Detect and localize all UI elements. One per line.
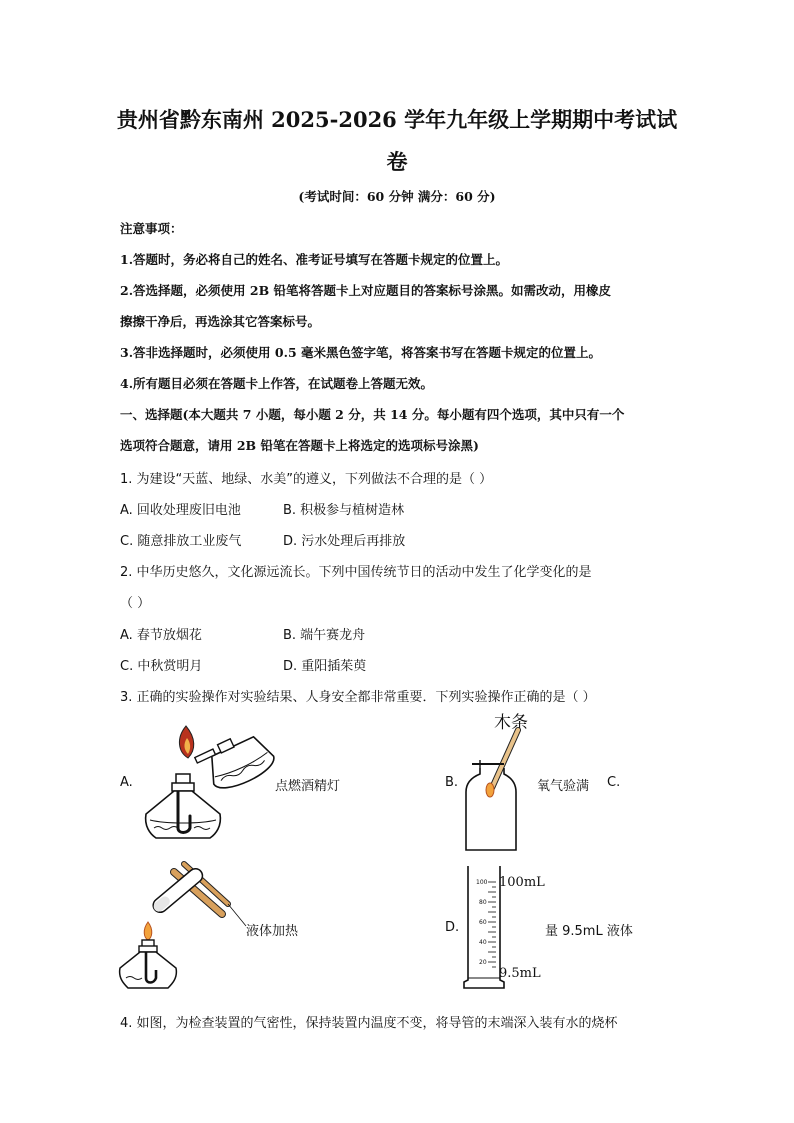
svg-text:20: 20 bbox=[479, 959, 487, 966]
section1-line2: 选项符合题意，请用 2B 铅笔在答题卡上将选定的选项标号涂黑) bbox=[120, 438, 479, 453]
q3-option-b-label: B. bbox=[445, 775, 459, 790]
notes-heading: 注意事项： bbox=[120, 221, 183, 236]
q1-option-b: B. 积极参与植树造林 bbox=[283, 503, 405, 518]
svg-text:100: 100 bbox=[476, 879, 488, 886]
section1-line1: 一、选择题(本大题共 7 小题，每小题 2 分，共 14 分。每小题有四个选项，其中只有一个 bbox=[120, 407, 625, 422]
q3-option-d-top-label: 100mL bbox=[499, 875, 545, 890]
note-2b: 擦擦干净后，再选涂其它答案标号。 bbox=[120, 314, 321, 329]
q3-option-c-caption: 液体加热 bbox=[246, 924, 299, 939]
q3-option-a-label: A. bbox=[120, 775, 133, 790]
note-3: 3.答非选择题时，必须使用 0.5 毫米黑色签字笔，将答案书写在答题卡规定的位置上。 bbox=[120, 345, 602, 360]
q1-option-d: D. 污水处理后再排放 bbox=[283, 534, 406, 549]
q1-option-c: C. 随意排放工业废气 bbox=[120, 534, 242, 549]
q2-option-a: A. 春节放烟花 bbox=[120, 628, 202, 643]
q3-option-d-bottom-label: 9.5mL bbox=[499, 966, 541, 981]
oxygen-test-figure bbox=[460, 728, 530, 854]
alcohol-lamp-lighting-figure bbox=[136, 716, 276, 846]
exam-time-info: (考试时间：60 分钟 满分：60 分) bbox=[298, 189, 496, 204]
q3-option-a-caption: 点燃酒精灯 bbox=[275, 779, 341, 794]
q3-option-b-stick-label: 木条 bbox=[494, 713, 528, 733]
note-4: 4.所有题目必须在答题卡上作答，在试题卷上答题无效。 bbox=[120, 376, 434, 391]
svg-text:60: 60 bbox=[479, 919, 487, 926]
q3-option-b-caption: 氧气验满 bbox=[537, 779, 590, 794]
q2-option-b: B. 端午赛龙舟 bbox=[283, 628, 366, 643]
q2-option-d: D. 重阳插茱萸 bbox=[283, 659, 367, 674]
note-2a: 2.答选择题，必须使用 2B 铅笔将答题卡上对应题目的答案标号涂黑。如需改动，用橡皮 bbox=[120, 283, 612, 298]
q3-option-d-label: D. bbox=[445, 920, 460, 935]
q2-stem: 2. 中华历史悠久，文化源远流长。下列中国传统节日的活动中发生了化学变化的是 bbox=[120, 565, 592, 580]
svg-text:80: 80 bbox=[479, 899, 487, 906]
q2-option-c: C. 中秋赏明月 bbox=[120, 659, 203, 674]
q3-option-c-label: C. bbox=[607, 775, 621, 790]
liquid-heating-figure bbox=[118, 860, 248, 990]
q4-stem: 4. 如图，为检查装置的气密性，保持装置内温度不变，将导管的末端深入装有水的烧杯 bbox=[120, 1016, 618, 1031]
q3-stem: 3. 正确的实验操作对实验结果、人身安全都非常重要．下列实验操作正确的是（ ） bbox=[120, 690, 596, 705]
exam-title-line2: 卷 bbox=[386, 149, 408, 174]
note-1: 1.答题时，务必将自己的姓名、准考证号填写在答题卡规定的位置上。 bbox=[120, 252, 509, 267]
q1-option-a: A. 回收处理废旧电池 bbox=[120, 503, 241, 518]
q3-option-d-caption: 量 9.5mL 液体 bbox=[545, 924, 633, 939]
svg-text:40: 40 bbox=[479, 939, 487, 946]
q2-paren: （ ） bbox=[120, 596, 151, 611]
q1-stem: 1. 为建设“天蓝、地绿、水美”的遵义，下列做法不合理的是（ ） bbox=[120, 472, 493, 487]
exam-title-line1: 贵州省黔东南州 2025-2026 学年九年级上学期期中考试试 bbox=[116, 107, 678, 132]
